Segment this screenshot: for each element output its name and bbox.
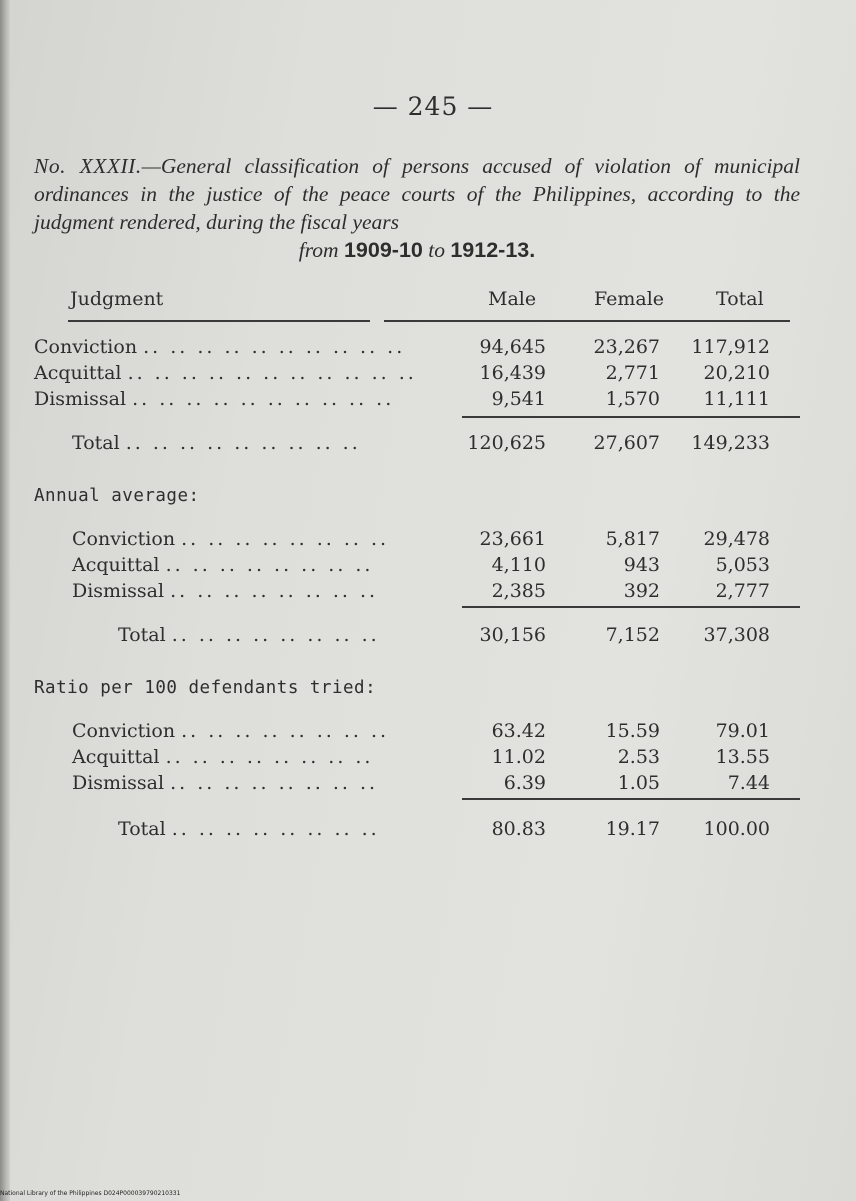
value-female: 15.59 (605, 720, 660, 742)
row-label: Acquittal (72, 554, 160, 576)
header-judgment: Judgment (70, 288, 164, 310)
value-total: 11,111 (703, 388, 770, 410)
caption-year-end: 1912-13. (450, 238, 536, 262)
row-label: Conviction (34, 336, 138, 358)
value-male: 80.83 (491, 818, 546, 840)
value-total: 37,308 (703, 624, 770, 646)
value-total: 29,478 (703, 528, 770, 550)
value-male: 94,645 (479, 336, 546, 358)
value-male: 23,661 (479, 528, 546, 550)
leader-dots: .. .. .. .. .. .. .. .. .. .. (143, 336, 406, 358)
value-female: 7,152 (605, 624, 660, 646)
table-caption (34, 152, 800, 264)
value-female: 19.17 (605, 818, 660, 840)
value-total: 117,912 (691, 336, 770, 358)
table-row-total (10, 432, 856, 458)
value-female: 2.53 (617, 746, 660, 768)
table-row (10, 580, 856, 606)
book-spine-shadow (0, 0, 10, 1201)
value-male: 120,625 (467, 432, 546, 454)
header-rule-left (68, 320, 370, 322)
leader-dots: .. .. .. .. .. .. .. .. (171, 818, 380, 840)
value-male: 63.42 (491, 720, 546, 742)
leader-dots: .. .. .. .. .. .. .. .. .. .. .. (127, 362, 417, 384)
leader-dots: .. .. .. .. .. .. .. .. (170, 772, 379, 794)
row-label: Total (118, 624, 166, 646)
header-total: Total (716, 288, 764, 310)
value-total: 2,777 (715, 580, 770, 602)
row-label: Total (118, 818, 166, 840)
value-female: 392 (623, 580, 660, 602)
row-label: Total (72, 432, 120, 454)
value-total: 5,053 (715, 554, 770, 576)
table-row (10, 528, 856, 554)
subtotal-rule (462, 798, 800, 800)
value-total: 100.00 (703, 818, 770, 840)
row-label: Dismissal (72, 580, 165, 602)
caption-years-line (34, 236, 800, 264)
table-row-total (10, 818, 856, 844)
value-female: 5,817 (605, 528, 660, 550)
table-row (10, 720, 856, 746)
leader-dots: .. .. .. .. .. .. .. .. (170, 580, 379, 602)
value-male: 4,110 (491, 554, 546, 576)
scan-footer-credit: National Library of the Philippines D024P000039790210331 (0, 1190, 181, 1197)
leader-dots: .. .. .. .. .. .. .. .. (165, 746, 374, 768)
leader-dots: .. .. .. .. .. .. .. .. (165, 554, 374, 576)
value-total: 13.55 (715, 746, 770, 768)
row-label: Conviction (72, 528, 176, 550)
table-row (10, 772, 856, 798)
table-row-total (10, 624, 856, 650)
value-total: 7.44 (727, 772, 770, 794)
header-male: Male (488, 288, 537, 310)
table-row (10, 388, 856, 414)
value-female: 27,607 (593, 432, 660, 454)
value-male: 2,385 (491, 580, 546, 602)
value-female: 1.05 (617, 772, 660, 794)
value-male: 6.39 (503, 772, 546, 794)
section-title-annual-average: Annual average: (34, 486, 200, 506)
value-total: 79.01 (715, 720, 770, 742)
header-female: Female (594, 288, 665, 310)
table-number: No. XXXII. (34, 154, 142, 178)
caption-text: —General classification of persons accused of violation of municipal ordinances in the justice of the peace courts of the Philippines, according to the judgment rendered, during the fiscal years (34, 154, 801, 234)
leader-dots: .. .. .. .. .. .. .. .. (171, 624, 380, 646)
value-female: 2,771 (605, 362, 660, 384)
leader-dots: .. .. .. .. .. .. .. .. (181, 528, 390, 550)
value-male: 9,541 (491, 388, 546, 410)
leader-dots: .. .. .. .. .. .. .. .. (181, 720, 390, 742)
value-male: 16,439 (479, 362, 546, 384)
value-total: 20,210 (703, 362, 770, 384)
row-label: Acquittal (34, 362, 122, 384)
section-title-ratio: Ratio per 100 defendants tried: (34, 678, 377, 698)
leader-dots: .. .. .. .. .. .. .. .. .. (125, 432, 361, 454)
row-label: Dismissal (72, 772, 165, 794)
value-female: 23,267 (593, 336, 660, 358)
subtotal-rule (462, 606, 800, 608)
table-row (10, 554, 856, 580)
value-female: 943 (623, 554, 660, 576)
subtotal-rule (462, 416, 800, 418)
table-row (10, 746, 856, 772)
caption-from: from (298, 238, 344, 262)
row-label: Acquittal (72, 746, 160, 768)
value-female: 1,570 (605, 388, 660, 410)
leader-dots: .. .. .. .. .. .. .. .. .. .. (132, 388, 395, 410)
row-label: Dismissal (34, 388, 127, 410)
table-row (10, 362, 856, 388)
value-male: 30,156 (479, 624, 546, 646)
caption-to: to (422, 238, 451, 262)
header-rule-right (384, 320, 790, 322)
value-male: 11.02 (491, 746, 546, 768)
value-total: 149,233 (691, 432, 770, 454)
row-label: Conviction (72, 720, 176, 742)
caption-year-start: 1909-10 (343, 238, 423, 262)
page-number: — 245 — (372, 92, 494, 121)
table-row (10, 336, 856, 362)
